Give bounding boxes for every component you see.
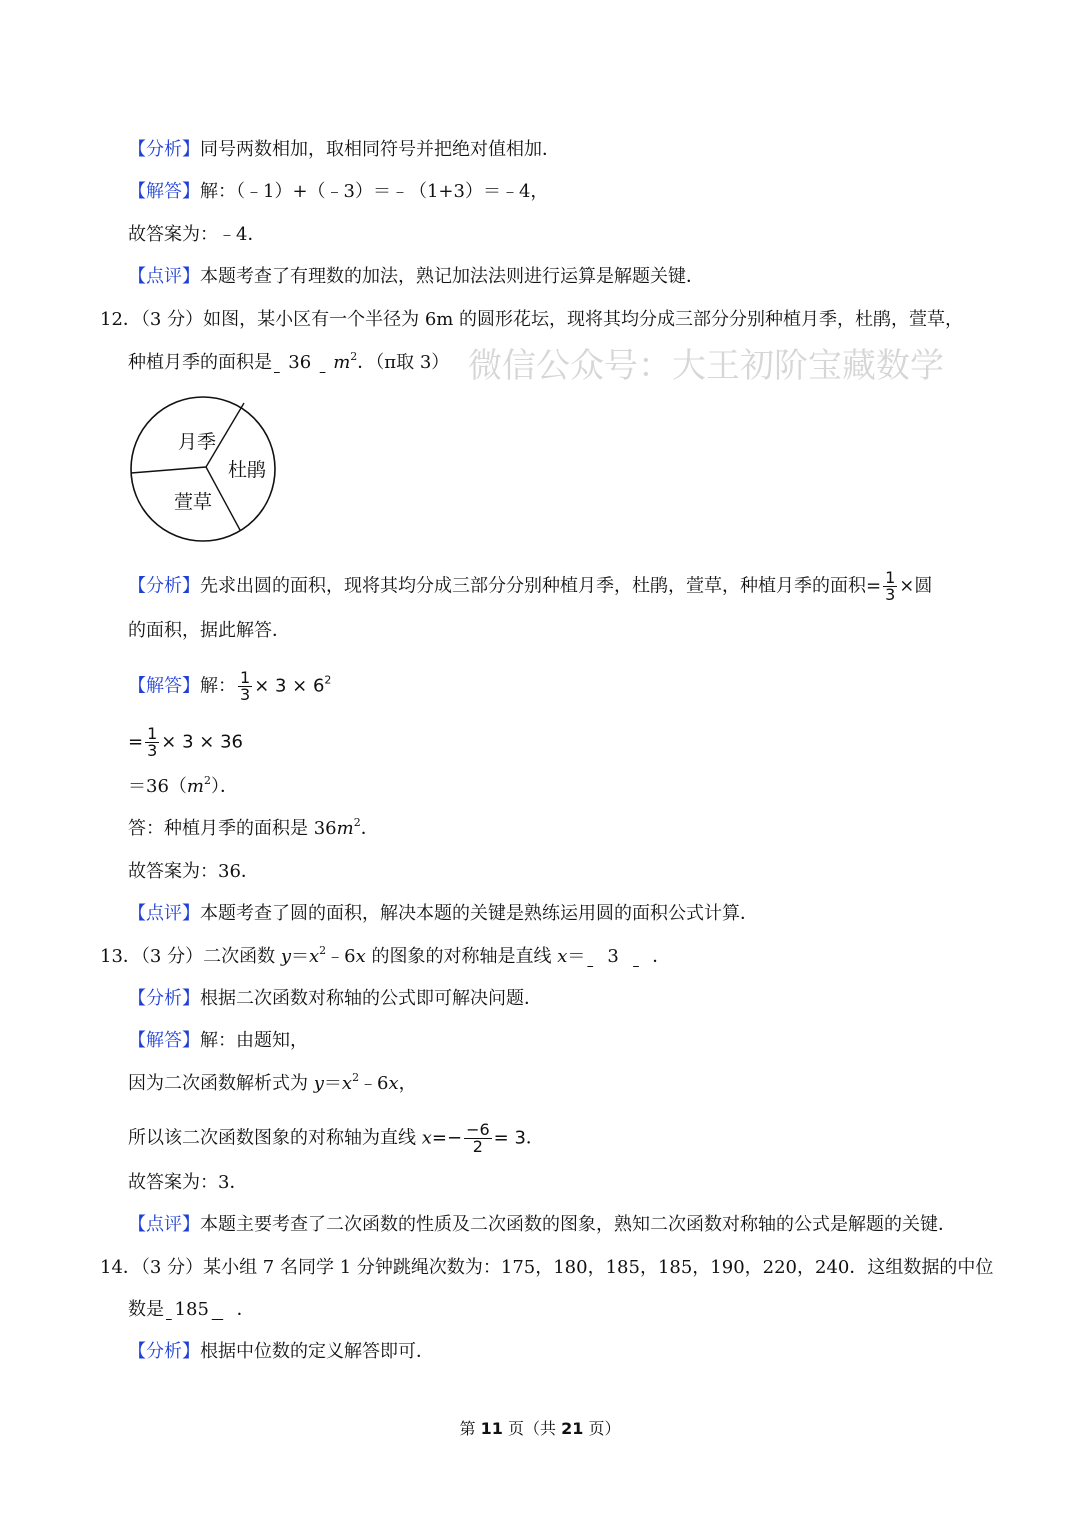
analysis-tag: 【分析】 xyxy=(128,988,200,1009)
analysis-text: 同号两数相加，取相同符号并把绝对值相加． xyxy=(200,139,560,160)
question-number: 14． xyxy=(100,1257,141,1278)
step-end: = 3． xyxy=(493,1127,544,1149)
q14-stem xyxy=(100,1256,993,1280)
question-number: 13． xyxy=(100,946,141,967)
var-x: x xyxy=(355,946,366,967)
var-x: x xyxy=(308,946,320,967)
analysis-text: 根据二次函数对称轴的公式即可解决问题． xyxy=(200,988,542,1009)
analysis-text: 先求出圆的面积，现将其均分成三部分分别种植月季，杜鹃，萱草，种植月季的面积= xyxy=(200,575,882,597)
q11-final: 故答案为：﹣4． xyxy=(128,224,266,245)
q13-analysis xyxy=(128,987,542,1011)
step-text-end: ）． xyxy=(210,776,238,797)
stem-text: 数是 xyxy=(128,1299,164,1320)
step-end: ， xyxy=(398,1073,417,1094)
q12-analysis xyxy=(128,570,932,603)
step-text: ＝36（ xyxy=(128,776,187,797)
answer-blank xyxy=(272,351,327,375)
var-y: y xyxy=(280,946,291,967)
equals: = xyxy=(128,731,144,753)
fraction xyxy=(883,570,897,603)
var-x: x xyxy=(557,946,568,967)
question-points: （3 分） xyxy=(140,309,204,330)
q12-stem xyxy=(100,308,963,332)
answer-text: 解：由题知， xyxy=(200,1030,308,1051)
page-footer xyxy=(0,1416,1080,1439)
equals: ＝ xyxy=(567,946,586,967)
q13-stem xyxy=(100,945,670,969)
equals-minus: =− xyxy=(431,1127,463,1149)
stem-text-end: ．（π取 3） xyxy=(357,352,450,373)
current-page: 11 xyxy=(480,1419,503,1438)
unit: m xyxy=(333,352,351,373)
q12-answer xyxy=(128,670,331,703)
q12-reply xyxy=(128,817,379,841)
answer-blank xyxy=(585,945,640,969)
q12-final: 故答案为：36． xyxy=(128,861,259,882)
analysis-tag: 【分析】 xyxy=(128,1341,200,1362)
answer-text: 解：（﹣1）+（﹣3）＝﹣（1+3）＝﹣4， xyxy=(200,181,549,202)
var-x: x xyxy=(388,1073,399,1094)
question-text: 如图，某小区有一个半径为 6m 的圆形花坛，现将其均分成三部分分别种植月季，杜鹃，萱草， xyxy=(203,309,964,330)
question-text: （3 分）某小组 7 名同学 1 分钟跳绳次数为：175，180，185，185，190，220，240．这组数据的中位 xyxy=(140,1257,994,1278)
analysis-text: 根据中位数的定义解答即可． xyxy=(200,1341,434,1362)
denominator: 3 xyxy=(885,585,896,604)
blank-value: 185 xyxy=(174,1299,209,1320)
step-text: 所以该二次函数图象的对称轴为直线 xyxy=(128,1127,422,1149)
answer-blank xyxy=(164,1298,225,1322)
stem-end: ． xyxy=(652,946,671,967)
stem-text: （3 分）二次函数 xyxy=(140,946,281,967)
q12-step2 xyxy=(128,726,243,759)
q13-line-a xyxy=(128,1072,417,1096)
analysis-tag: 【分析】 xyxy=(128,575,200,597)
stem-text: 的图象的对称轴是直线 xyxy=(365,946,558,967)
comment-tag: 【点评】 xyxy=(128,266,200,287)
analysis-text-end: ×圆 xyxy=(899,575,933,597)
blank-value: 3 xyxy=(607,946,619,967)
unit: m xyxy=(186,776,204,797)
stem-end: ． xyxy=(236,1299,255,1320)
q14-stem-line2 xyxy=(128,1298,255,1322)
watermark: 微信公众号：大王初阶宝藏数学 xyxy=(468,346,944,386)
total-pages: 21 xyxy=(561,1419,584,1438)
fraction xyxy=(464,1122,492,1155)
label-yueji: 月季 xyxy=(178,431,217,453)
circle-figure xyxy=(126,393,280,545)
equals: ＝ xyxy=(290,946,309,967)
q12-stem-line2 xyxy=(128,351,449,375)
label-xuancao: 萱草 xyxy=(174,491,213,513)
exponent: 2 xyxy=(324,673,332,687)
denominator: 3 xyxy=(240,685,251,704)
exponent: 2 xyxy=(203,774,211,787)
math-term: ﹣6 xyxy=(326,946,356,967)
exponent: 2 xyxy=(352,1071,360,1084)
analysis-tag: 【分析】 xyxy=(128,139,200,160)
var-x: x xyxy=(421,1127,432,1149)
reply-end: ． xyxy=(360,818,379,839)
var-x: x xyxy=(341,1073,353,1094)
exponent: 2 xyxy=(319,944,327,957)
numerator: 1 xyxy=(885,568,896,587)
q13-answer xyxy=(128,1029,308,1053)
equals: ＝ xyxy=(323,1073,342,1094)
answer-tag: 【解答】 xyxy=(128,675,200,697)
question-number: 12． xyxy=(100,309,141,330)
stem-text: 种植月季的面积是 xyxy=(128,352,272,373)
comment-text: 本题主要考查了二次函数的性质及二次函数的图象，熟知二次函数对称轴的公式是解题的关键． xyxy=(200,1214,956,1235)
var-y: y xyxy=(313,1073,324,1094)
divider-line-2 xyxy=(131,467,206,473)
numerator: −6 xyxy=(466,1120,490,1139)
comment-tag: 【点评】 xyxy=(128,903,200,924)
answer-tag: 【解答】 xyxy=(128,1030,200,1051)
comment-text: 本题考查了有理数的加法，熟记加法法则进行运算是解题关键． xyxy=(200,266,704,287)
q13-final: 故答案为：3． xyxy=(128,1172,248,1193)
denominator: 3 xyxy=(147,741,158,760)
footer-text: 页（共 xyxy=(502,1419,562,1438)
comment-tag: 【点评】 xyxy=(128,1214,200,1235)
math-term: ﹣6 xyxy=(359,1073,389,1094)
answer-tag: 【解答】 xyxy=(128,181,200,202)
unit-exponent: 2 xyxy=(350,350,358,363)
exponent: 2 xyxy=(353,816,361,829)
reply-text: 答：种植月季的面积是 36 xyxy=(128,818,337,839)
q11-comment xyxy=(128,265,704,289)
answer-prefix: 解： xyxy=(200,675,236,697)
comment-text: 本题考查了圆的面积，解决本题的关键是熟练运用圆的面积公式计算． xyxy=(200,903,758,924)
numerator: 1 xyxy=(240,668,251,687)
step-text: 因为二次函数解析式为 xyxy=(128,1073,314,1094)
math-expression: × 3 × 6 xyxy=(254,675,325,697)
fraction xyxy=(145,726,159,759)
footer-text: 页） xyxy=(583,1419,621,1438)
denominator: 2 xyxy=(472,1137,483,1156)
q11-answer xyxy=(128,180,548,204)
numerator: 1 xyxy=(147,724,158,743)
q11-analysis xyxy=(128,138,560,162)
q12-analysis-line2: 的面积，据此解答． xyxy=(128,620,290,641)
q13-line-b xyxy=(128,1122,544,1155)
footer-text: 第 xyxy=(459,1419,481,1438)
q12-comment xyxy=(128,902,758,926)
blank-value: 36 xyxy=(288,352,312,373)
fraction xyxy=(238,670,252,703)
q14-analysis xyxy=(128,1340,434,1364)
label-dujuan: 杜鹃 xyxy=(228,459,267,481)
unit: m xyxy=(336,818,354,839)
math-expression: × 3 × 36 xyxy=(161,731,243,753)
q12-step3 xyxy=(128,775,238,799)
q13-comment xyxy=(128,1213,956,1237)
